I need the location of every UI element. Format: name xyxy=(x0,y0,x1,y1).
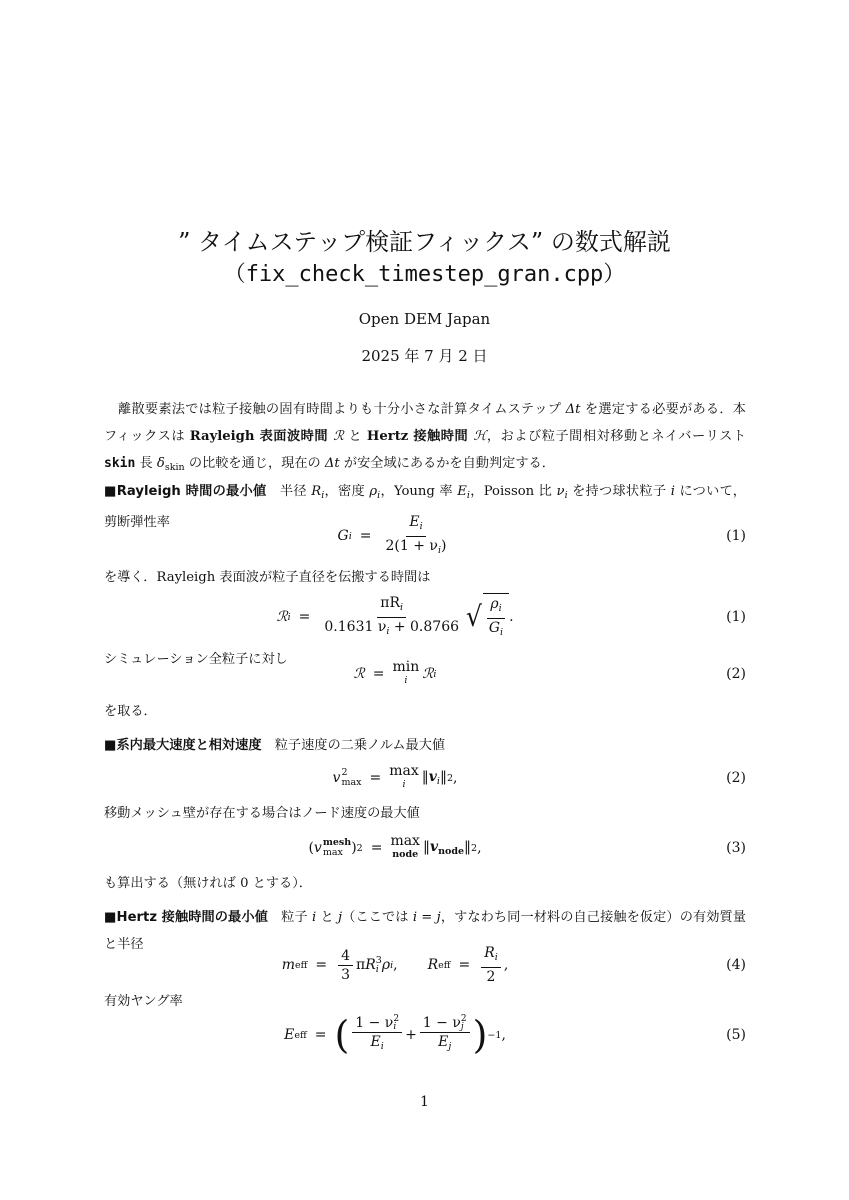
page-number: 1 xyxy=(420,1094,429,1110)
text-before-eq3: シミュレーション全粒子に対し xyxy=(104,652,288,667)
equation-rayleigh-time: ℛ i = $\frac{\pi R_i}{0.1631 \nu_i + 0.8766}$ √ $\frac{\rho_i}{G_i}$ . (1) xyxy=(104,595,746,639)
rayleigh-heading: ■Rayleigh 時間の最小値 xyxy=(104,484,267,499)
hertz-heading: ■Hertz 接触時間の最小値 xyxy=(104,910,268,925)
equation-min-rayleigh: ℛ = min i ℛ i (2) xyxy=(104,652,746,696)
equation-number: (2) xyxy=(726,770,746,786)
hertz-paragraph: ■Hertz 接触時間の最小値 粒子 i と j（ここでは i = j，すなわち同一材料の自己接触を仮定）の有効質量と半径 xyxy=(104,910,746,952)
equation-effective-young: E eff = ( 1 − ν 2 i $E_i$ + 1 − ν 2 j $E_j$ ) −1 , (5) xyxy=(104,1008,746,1062)
paper-title-line1: ” タイムステップ検証フィックス” の数式解説 xyxy=(178,228,671,256)
text-after-eq3: を取る． xyxy=(104,704,157,719)
equation-effective-mass-radius: m eff = $\frac{4}{3}$ π R 3 i ρ i , R eff = $\frac{R_i}{2}$ , (4) xyxy=(281,945,746,985)
text-after-eq1: を導く．Rayleigh 表面波が粒子直径を伝搬する時間は xyxy=(104,570,431,585)
mesh-velocity-text: 移動メッシュ壁が存在する場合はノード速度の最大値 xyxy=(104,806,420,821)
text-after-mesh: も算出する（無ければ 0 とする）． xyxy=(104,876,312,891)
author: Open DEM Japan xyxy=(358,310,491,328)
equation-number: (1) xyxy=(726,528,746,544)
effective-young-text: 有効ヤング率 xyxy=(104,994,183,1009)
equation-number: (3) xyxy=(726,840,746,856)
velocity-heading: ■系内最大速度と相対速度 xyxy=(104,738,262,753)
date: 2025 年 7 月 2 日 xyxy=(361,347,488,365)
equation-number: (1) xyxy=(726,609,746,625)
equation-number: (5) xyxy=(726,1027,746,1043)
intro-paragraph: 離散要素法では粒子接触の固有時間よりも十分小さな計算タイムステップ Δt を選定する必要がある．本フィックスは Rayleigh 表面波時間 ℛ と Hertz 接触時間 ℋ，および粒子間相対移動とネイバーリスト skin 長 $\delta_{skin}$ の比較を通じ，現在の Δt が安全域にあるかを自動判定する． xyxy=(104,402,747,473)
equation-shear-modulus: G i = $\frac{E_i}{2(1 + \nu_i)}$ (1) xyxy=(104,514,746,558)
equation-max-velocity: v 2 max = max i $‖v_i‖$ 2 , (2) xyxy=(104,756,746,800)
paper-title-line2: （fix_check_timestep_gran.cpp） xyxy=(223,262,626,287)
equation-number: (2) xyxy=(726,666,746,682)
equation-mesh-velocity: ( v mesh max ) 2 = max node $‖v_{node}‖$ 2 , (3) xyxy=(104,826,746,870)
equation-number: (4) xyxy=(726,957,746,973)
rayleigh-paragraph: ■Rayleigh 時間の最小値 半径 $R_i$，密度 $\rho_i$，Young 率 $E_i$，Poisson 比 $\nu_i$ を持つ球状粒子 i について，剪断弾性率 xyxy=(104,484,746,530)
velocity-paragraph: ■系内最大速度と相対速度 粒子速度の二乗ノルム最大値 xyxy=(104,738,446,753)
